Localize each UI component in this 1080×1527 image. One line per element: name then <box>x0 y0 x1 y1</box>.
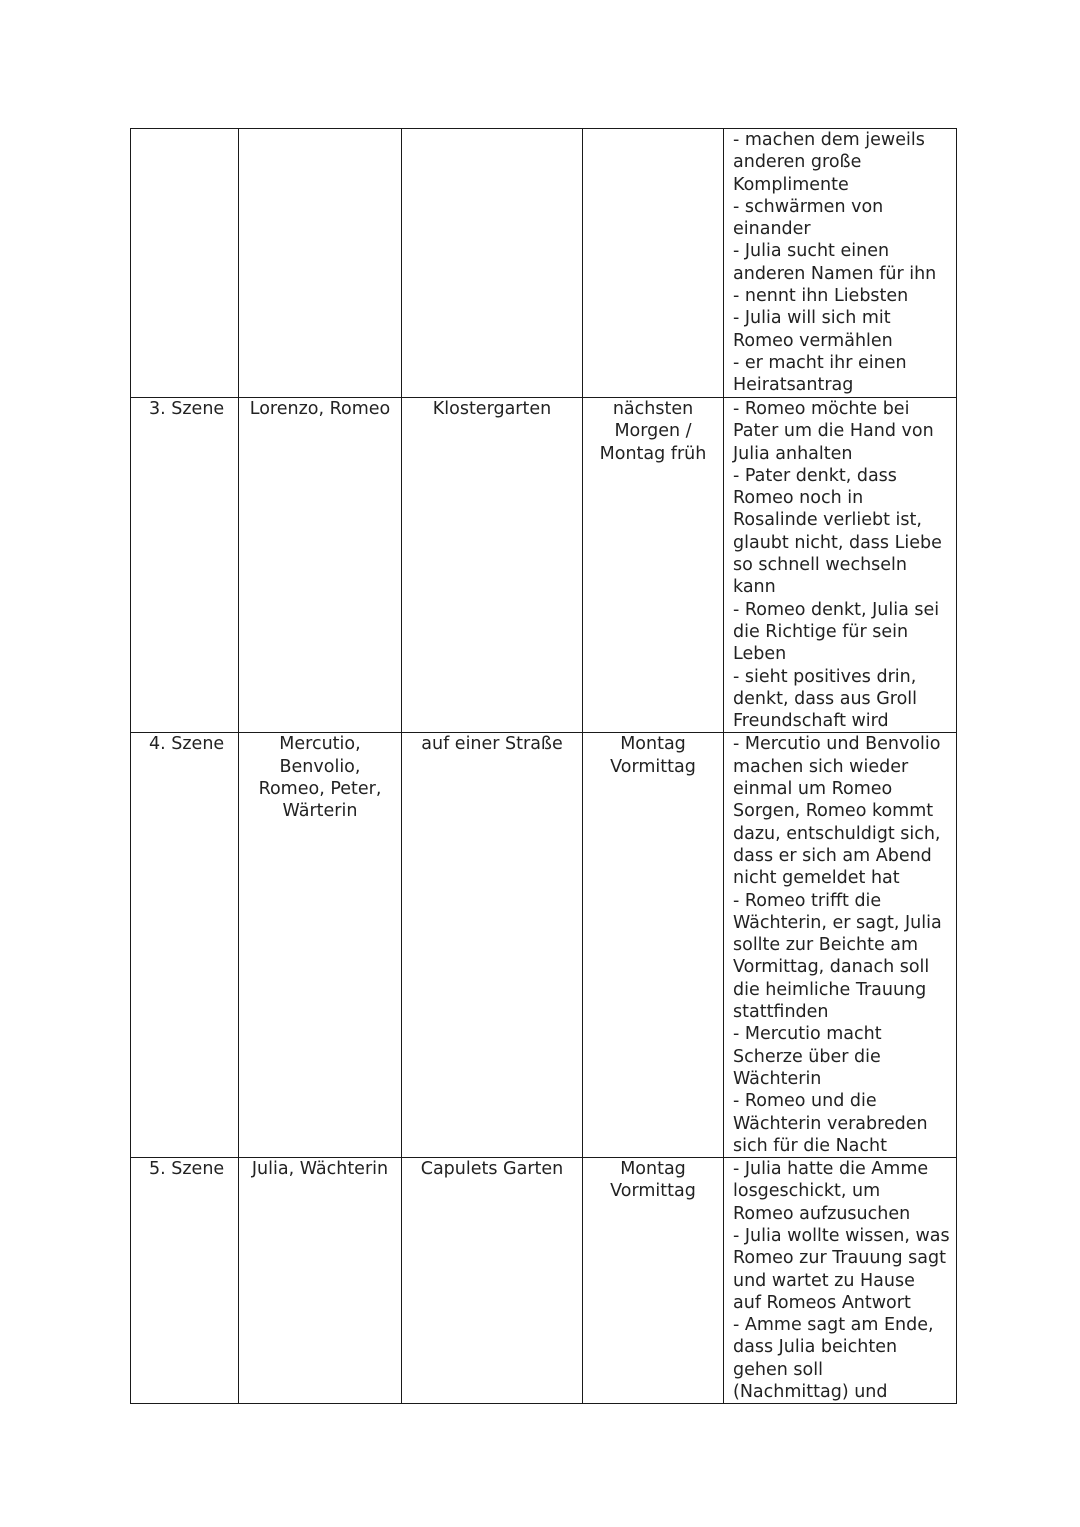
text-line: auf Romeos Antwort <box>733 1292 911 1313</box>
text-line: - schwärmen von <box>733 196 884 217</box>
people-cell <box>239 1158 402 1404</box>
text-line: Vormittag, danach soll <box>733 957 930 978</box>
text-line: Vormittag <box>610 1181 696 1202</box>
scene-table <box>130 128 957 1404</box>
text-line: anderen Namen für ihn <box>733 263 937 284</box>
text-line: Wächterin, er sagt, Julia <box>733 912 942 933</box>
text-line: losgeschickt, um <box>733 1181 881 1202</box>
text-line: Montag früh <box>599 443 707 464</box>
text-line: Romeo noch in <box>733 488 864 509</box>
table-row <box>131 129 957 398</box>
scene-label: 3. Szene <box>149 399 225 419</box>
scene-cell <box>131 733 239 1158</box>
text-line: - nennt ihn Liebsten <box>733 286 909 307</box>
text-line: denkt, dass aus Groll <box>733 688 918 709</box>
text-line: - sieht positives drin, <box>733 666 917 687</box>
place-cell <box>402 398 583 733</box>
text-line: - Mercutio und Benvolio <box>733 734 941 755</box>
text-line: dass er sich am Abend <box>733 845 932 866</box>
table-row <box>131 398 957 733</box>
text-line: glaubt nicht, dass Liebe <box>733 532 942 553</box>
text-line: Vormittag <box>610 756 696 777</box>
text-line: und wartet zu Hause <box>733 1270 915 1291</box>
place-cell <box>402 1158 583 1404</box>
text-line: Rosalinde verliebt ist, <box>733 510 922 531</box>
text-line: Komplimente <box>733 174 849 195</box>
text-line: - Mercutio macht <box>733 1024 882 1045</box>
text-line: dass Julia beichten <box>733 1337 898 1358</box>
time-cell <box>583 1158 724 1404</box>
text-line: - Romeo trifft die <box>733 890 882 911</box>
time-cell <box>583 733 724 1158</box>
text-line: dazu, entschuldigt sich, <box>733 823 941 844</box>
content-lines <box>724 733 956 1157</box>
text-line: Wärterin <box>282 801 358 822</box>
text-line: gehen soll <box>733 1359 823 1380</box>
content-lines <box>724 398 956 732</box>
text-line: die Richtige für sein <box>733 621 909 642</box>
place-label: Klostergarten <box>432 399 552 419</box>
text-line: Mercutio, <box>279 734 361 755</box>
text-line: sich für die Nacht <box>733 1135 887 1156</box>
text-line: (Nachmittag) und <box>733 1382 888 1403</box>
text-line: Sorgen, Romeo kommt <box>733 801 934 822</box>
text-line: Julia anhalten <box>733 443 853 464</box>
time-lines <box>583 1158 723 1203</box>
text-line: - Amme sagt am Ende, <box>733 1315 934 1336</box>
place-cell <box>402 733 583 1158</box>
text-line: Scherze über die <box>733 1046 881 1067</box>
text-line: - Julia sucht einen <box>733 241 890 262</box>
text-line: die heimliche Trauung <box>733 979 927 1000</box>
text-line: Morgen / <box>614 421 692 442</box>
content-lines <box>724 1158 956 1403</box>
text-line: machen sich wieder <box>733 756 909 777</box>
text-line: Romeo vermählen <box>733 330 893 351</box>
text-line: kann <box>733 577 776 598</box>
place-cell <box>402 129 583 398</box>
time-lines <box>583 398 723 465</box>
text-line: einmal um Romeo <box>733 779 893 800</box>
text-line: stattfinden <box>733 1002 829 1023</box>
text-line: Lorenzo, Romeo <box>249 399 391 419</box>
text-line: anderen große <box>733 152 862 173</box>
scene-label: 5. Szene <box>149 1159 225 1180</box>
text-line: - Romeo möchte bei <box>733 399 910 419</box>
time-cell <box>583 398 724 733</box>
table-row <box>131 733 957 1158</box>
content-cell <box>724 1158 957 1404</box>
text-line: Romeo aufzusuchen <box>733 1203 911 1224</box>
scene-table-body <box>131 129 957 1404</box>
scene-cell <box>131 129 239 398</box>
table-row <box>131 1158 957 1404</box>
text-line: Julia, Wächterin <box>251 1159 389 1180</box>
content-cell <box>724 398 957 733</box>
content-cell <box>724 733 957 1158</box>
people-lines <box>239 398 401 420</box>
text-line: Heiratsantrag <box>733 375 854 396</box>
scene-cell <box>131 1158 239 1404</box>
text-line: - Pater denkt, dass <box>733 465 897 486</box>
text-line: - machen dem jeweils <box>733 130 925 150</box>
people-cell <box>239 398 402 733</box>
people-cell <box>239 129 402 398</box>
text-line: nächsten <box>612 399 694 419</box>
scene-label: 4. Szene <box>149 734 225 755</box>
text-line: nicht gemeldet hat <box>733 868 900 889</box>
place-label: auf einer Straße <box>421 734 563 755</box>
content-cell <box>724 129 957 398</box>
scene-cell <box>131 398 239 733</box>
place-label: Capulets Garten <box>420 1159 564 1180</box>
time-lines <box>583 733 723 778</box>
text-line: sollte zur Beichte am <box>733 935 919 956</box>
text-line: Montag <box>620 1159 686 1180</box>
people-lines <box>239 733 401 822</box>
text-line: Wächterin verabreden <box>733 1113 928 1134</box>
text-line: so schnell wechseln <box>733 555 907 576</box>
text-line: Romeo zur Trauung sagt <box>733 1248 946 1269</box>
text-line: Pater um die Hand von <box>733 421 934 442</box>
time-cell <box>583 129 724 398</box>
people-lines <box>239 1158 401 1180</box>
text-line: - Romeo denkt, Julia sei <box>733 599 940 620</box>
text-line: einander <box>733 219 811 240</box>
text-line: Freundschaft wird <box>733 711 889 732</box>
text-line: Montag <box>620 734 686 755</box>
text-line: - Julia hatte die Amme <box>733 1159 929 1180</box>
text-line: - Romeo und die <box>733 1091 877 1112</box>
text-line: - er macht ihr einen <box>733 352 907 373</box>
text-line: Leben <box>733 644 787 665</box>
text-line: - Julia will sich mit <box>733 308 891 329</box>
content-lines <box>724 129 956 397</box>
text-line: Benvolio, <box>279 756 361 777</box>
text-line: Wächterin <box>733 1068 822 1089</box>
people-cell <box>239 733 402 1158</box>
text-line: Romeo, Peter, <box>258 779 382 800</box>
text-line: - Julia wollte wissen, was <box>733 1225 950 1246</box>
